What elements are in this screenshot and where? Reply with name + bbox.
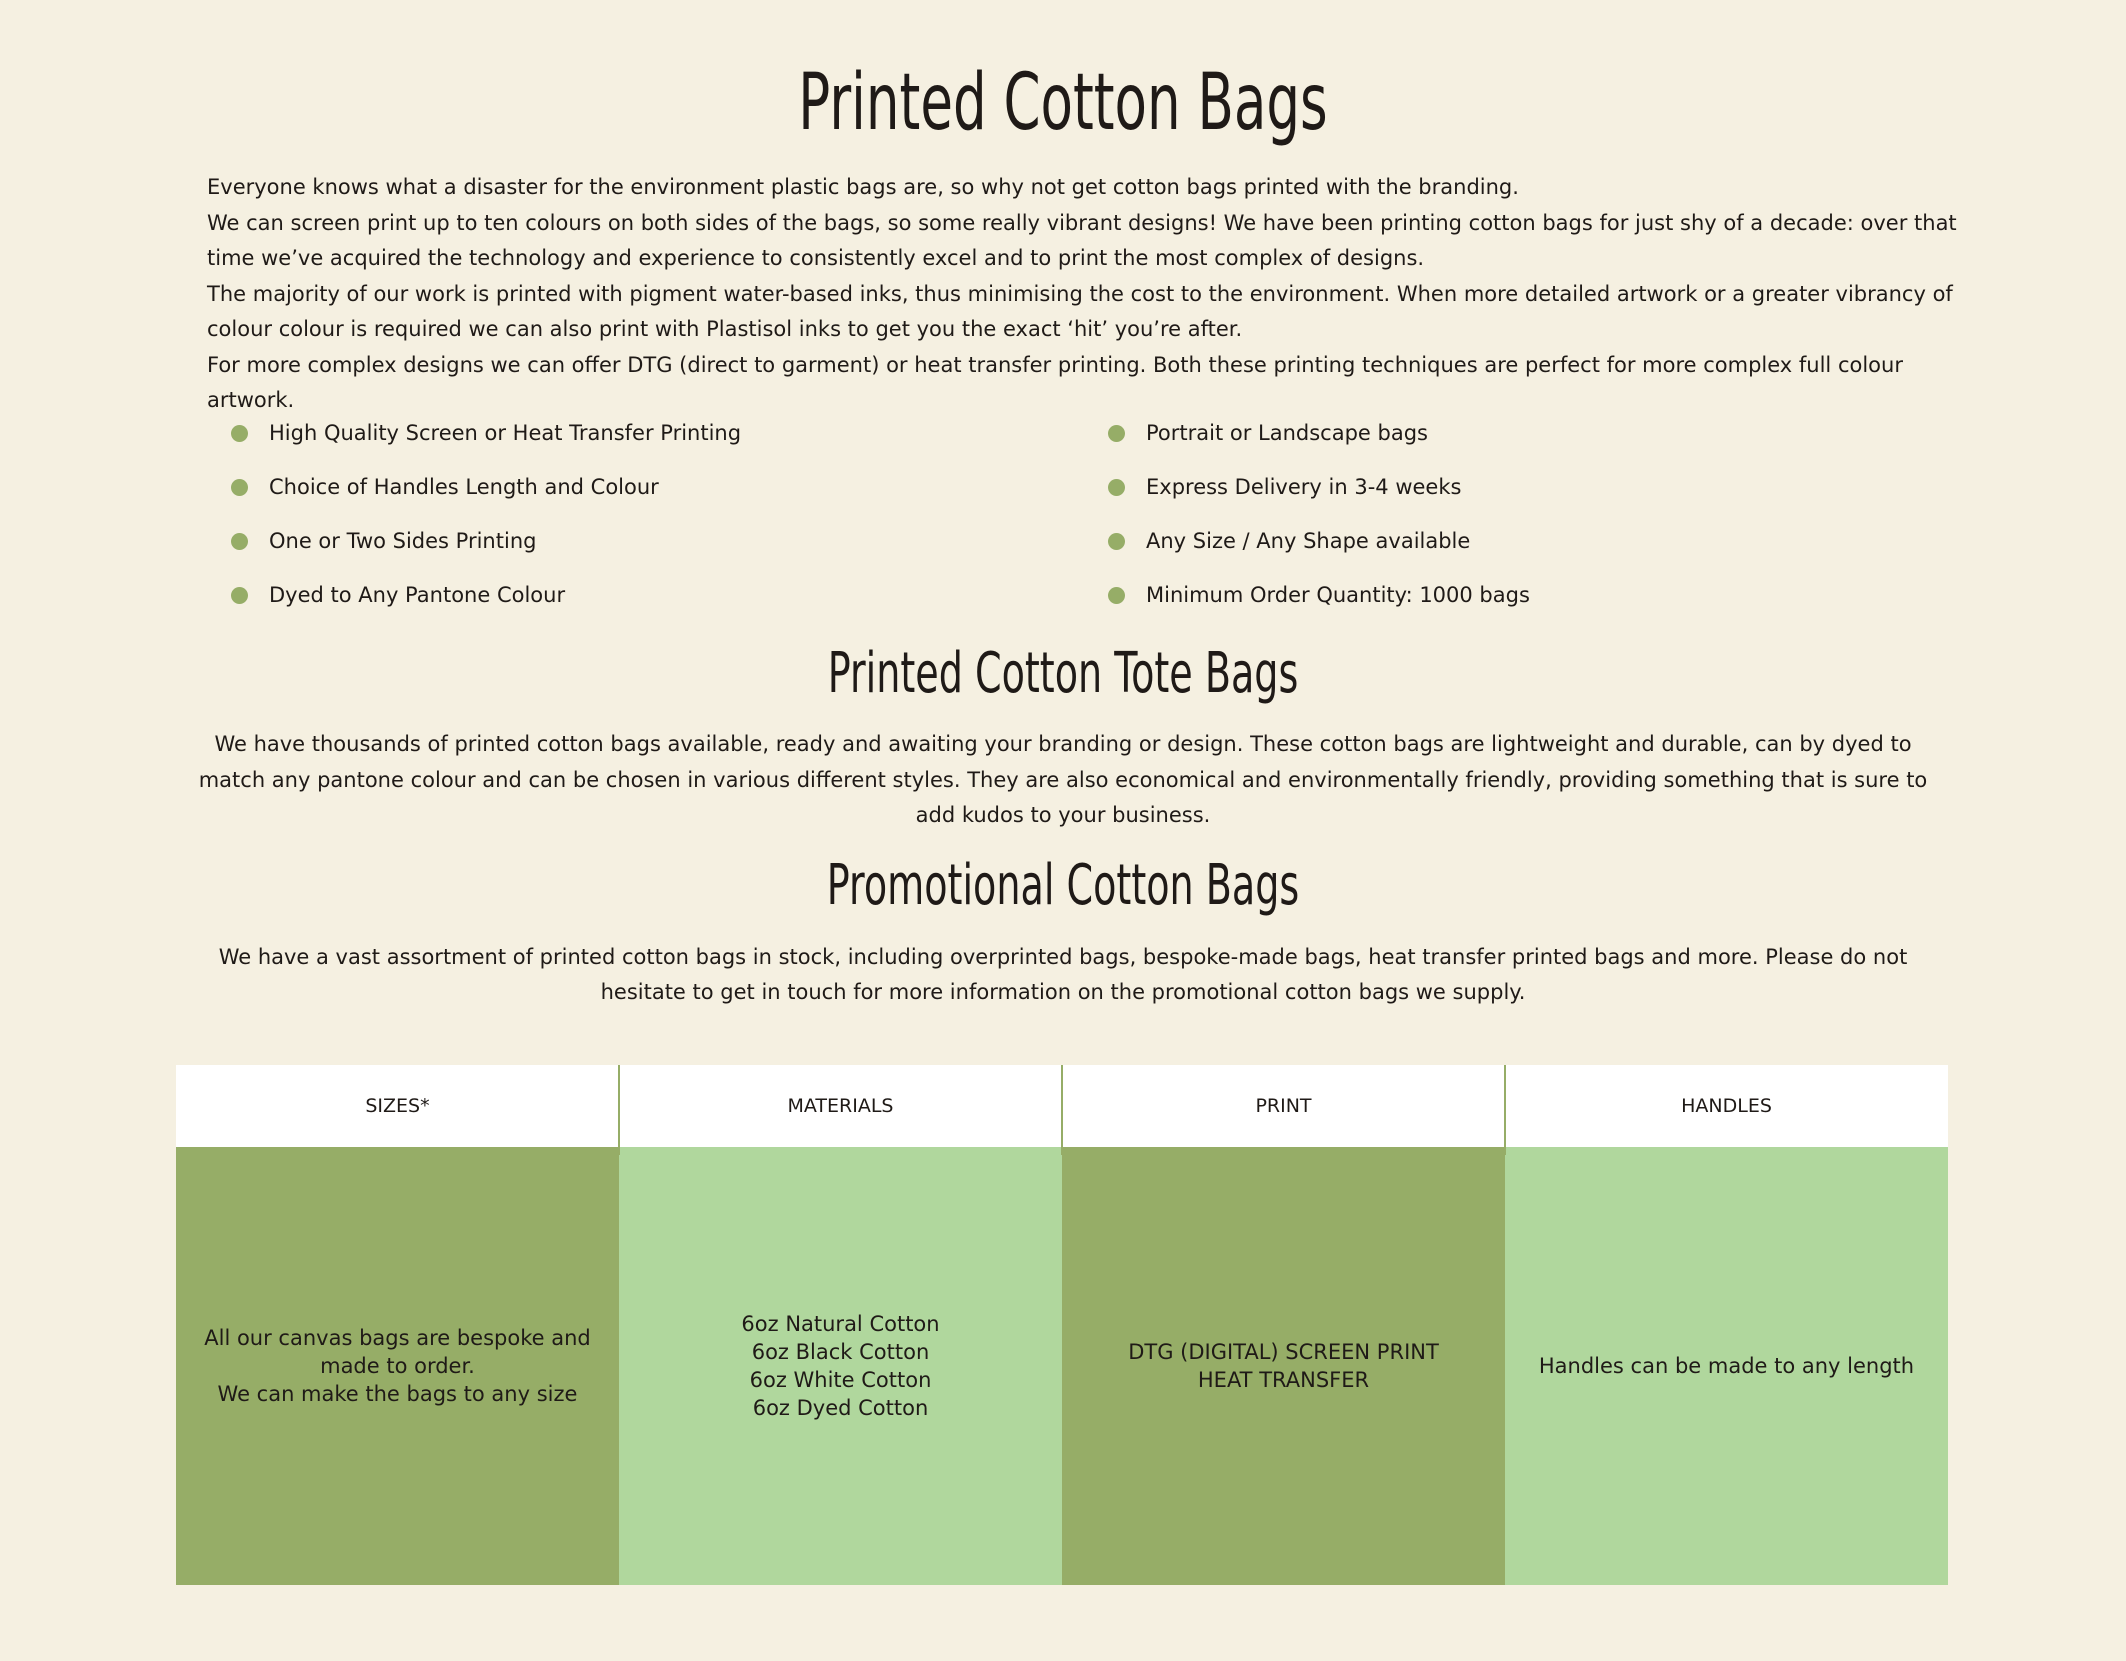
spec-column-materials	[619, 1065, 1062, 1585]
feature-item	[230, 574, 910, 628]
feature-item	[1107, 520, 1787, 574]
bullet-icon	[1108, 425, 1125, 442]
feature-column-right	[1107, 412, 1787, 628]
bullet-icon	[231, 533, 248, 550]
feature-item	[230, 466, 910, 520]
feature-label: Portrait or Landscape bags	[1146, 421, 1428, 445]
promo-text: We have a vast assortment of printed cotton bags in stock, including overprinted bags, bespoke-made bags, heat transfer printed bags and more. Please do not hesitate to get in touch for more information on the promotional cotton bags we supply.	[218, 945, 1908, 1004]
spec-cell: 6oz Natural Cotton 6oz Black Cotton 6oz White Cotton 6oz Dyed Cotton	[619, 1147, 1062, 1585]
intro-paragraph: Everyone knows what a disaster for the environment plastic bags are, so why not get cotton bags printed with the branding.	[207, 175, 1519, 199]
spec-column-handles	[1505, 1065, 1948, 1585]
spec-column-sizes	[176, 1065, 619, 1585]
bullet-icon	[231, 587, 248, 604]
spec-header: HANDLES	[1505, 1065, 1948, 1147]
intro-paragraph: For more complex designs we can offer DTG (direct to garment) or heat transfer printing. Both these printing techniques are perfect for more complex full colour artwork.	[207, 352, 1903, 412]
spec-header: PRINT	[1062, 1065, 1505, 1147]
spec-header: MATERIALS	[619, 1065, 1062, 1147]
bullet-icon	[231, 479, 248, 496]
page-title: Printed Cotton Bags	[798, 58, 1328, 148]
bullet-icon	[1108, 533, 1125, 550]
feature-item	[230, 412, 910, 466]
bullet-icon	[231, 425, 248, 442]
feature-label: One or Two Sides Printing	[269, 529, 537, 553]
feature-label: High Quality Screen or Heat Transfer Printing	[269, 421, 742, 445]
intro-paragraph: The majority of our work is printed with pigment water-based inks, thus minimising the cost to the environment. When more detailed artwork or a greater vibrancy of colour colour is required we can also print with Plastisol inks to get you the exact ‘hit’ you’re after.	[207, 281, 1953, 341]
feature-item	[230, 520, 910, 574]
tote-text: We have thousands of printed cotton bags available, ready and awaiting your branding or design. These cotton bags are lightweight and durable, can by dyed to match any pantone colour and can be chosen in various different styles. They are also economical and environmentally friendly, providing something that is sure to add kudos to your business.	[198, 732, 1928, 827]
feature-item	[1107, 412, 1787, 466]
feature-list	[230, 412, 1750, 642]
feature-column-left	[230, 412, 910, 628]
column-divider	[1061, 1065, 1063, 1155]
feature-label: Express Delivery in 3-4 weeks	[1146, 475, 1462, 499]
feature-label: Dyed to Any Pantone Colour	[269, 583, 566, 607]
bullet-icon	[1108, 479, 1125, 496]
feature-label: Any Size / Any Shape available	[1146, 529, 1471, 553]
tote-heading: Printed Cotton Tote Bags	[827, 641, 1299, 706]
spec-column-print	[1062, 1065, 1505, 1585]
feature-label: Choice of Handles Length and Colour	[269, 475, 659, 499]
spec-cell: All our canvas bags are bespoke and made to order. We can make the bags to any size	[176, 1147, 619, 1585]
column-divider	[618, 1065, 620, 1155]
bullet-icon	[1108, 587, 1125, 604]
spec-header: SIZES*	[176, 1065, 619, 1147]
promo-heading: Promotional Cotton Bags	[826, 853, 1300, 918]
spec-table	[176, 1065, 1948, 1585]
spec-cell: Handles can be made to any length	[1505, 1147, 1948, 1585]
intro-text	[207, 170, 1967, 419]
feature-item	[1107, 466, 1787, 520]
feature-label: Minimum Order Quantity: 1000 bags	[1146, 583, 1530, 607]
column-divider	[1504, 1065, 1506, 1155]
feature-item	[1107, 574, 1787, 628]
intro-paragraph: We can screen print up to ten colours on both sides of the bags, so some really vibrant designs! We have been printing cotton bags for just shy of a decade: over that time we’ve acquired the technology and experience to consistently excel and to print the most complex of designs.	[207, 210, 1957, 270]
spec-cell: DTG (DIGITAL) SCREEN PRINT HEAT TRANSFER	[1062, 1147, 1505, 1585]
